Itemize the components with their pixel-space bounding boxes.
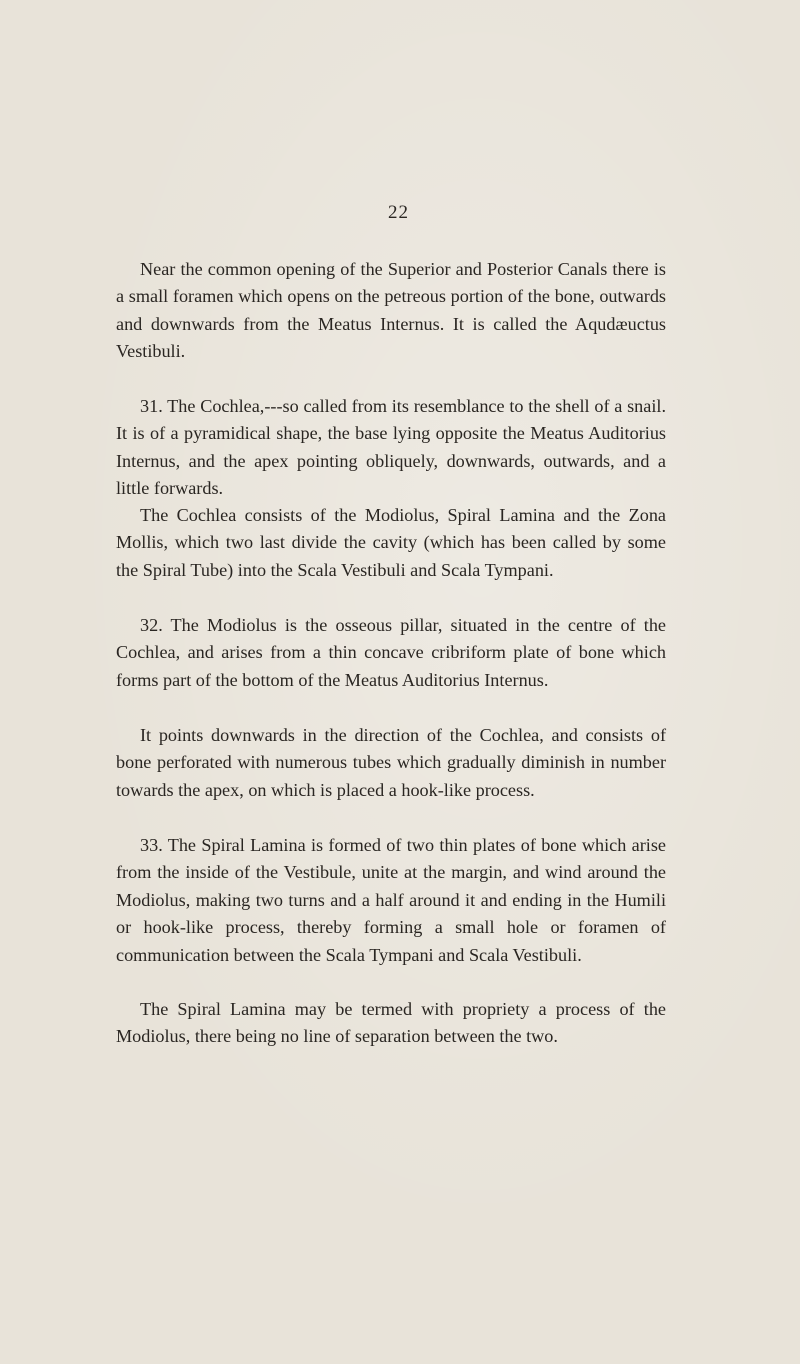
- paragraph-modiolus-32: [116, 612, 666, 694]
- paragraph-text: The Cochlea consists of the Modiolus, Spiral Lamina and the Zona Mollis, which two last divide the cavity (which has been called by some the Spiral Tube) into the Scala Vestibuli and Scala Tympani.: [116, 505, 666, 580]
- paragraph-spiral-lamina-33: [116, 832, 666, 969]
- paragraph-cochlea-31: [116, 393, 666, 503]
- paragraph-text: The Spiral Lamina may be termed with propriety a process of the Modiolus, there being no line of separation between the two.: [116, 999, 666, 1047]
- paragraph-modiolus-direction: [116, 722, 666, 804]
- paragraph-text: Near the common opening of the Superior and Posterior Canals there is a small foramen which opens on the petreous portion of the bone, outwards and downwards from the Meatus Internus. It is called the Aqudæuctus Vestibuli.: [116, 259, 666, 362]
- paragraph-aquaeductus-vestibuli: [116, 256, 666, 366]
- paragraph-text: 31. The Cochlea,---so called from its resemblance to the shell of a snail. It is of a pyramidical shape, the base lying opposite the Meatus Auditorius Internus, and the apex pointing obliquely, downwards, outwards, and a little forwards.: [116, 396, 666, 499]
- paragraph-cochlea-consists: [116, 502, 666, 584]
- paragraph-text: It points downwards in the direction of the Cochlea, and consists of bone perforated with numerous tubes which gradually diminish in number towards the apex, on which is placed a hook-like process.: [116, 725, 666, 800]
- paragraph-text: 33. The Spiral Lamina is formed of two thin plates of bone which arise from the inside of the Vestibule, unite at the margin, and wind around the Modiolus, making two turns and a half around it and ending in the Humili or hook-like process, thereby forming a small hole or foramen of communication between the Scala Tympani and Scala Vestibuli.: [116, 835, 666, 965]
- page-number: 22: [388, 202, 409, 223]
- paragraph-text: 32. The Modiolus is the osseous pillar, situated in the centre of the Cochlea, and arises from a thin concave cribriform plate of bone which forms part of the bottom of the Meatus Auditorius Internus.: [116, 615, 666, 690]
- paragraph-spiral-lamina-process: [116, 996, 666, 1051]
